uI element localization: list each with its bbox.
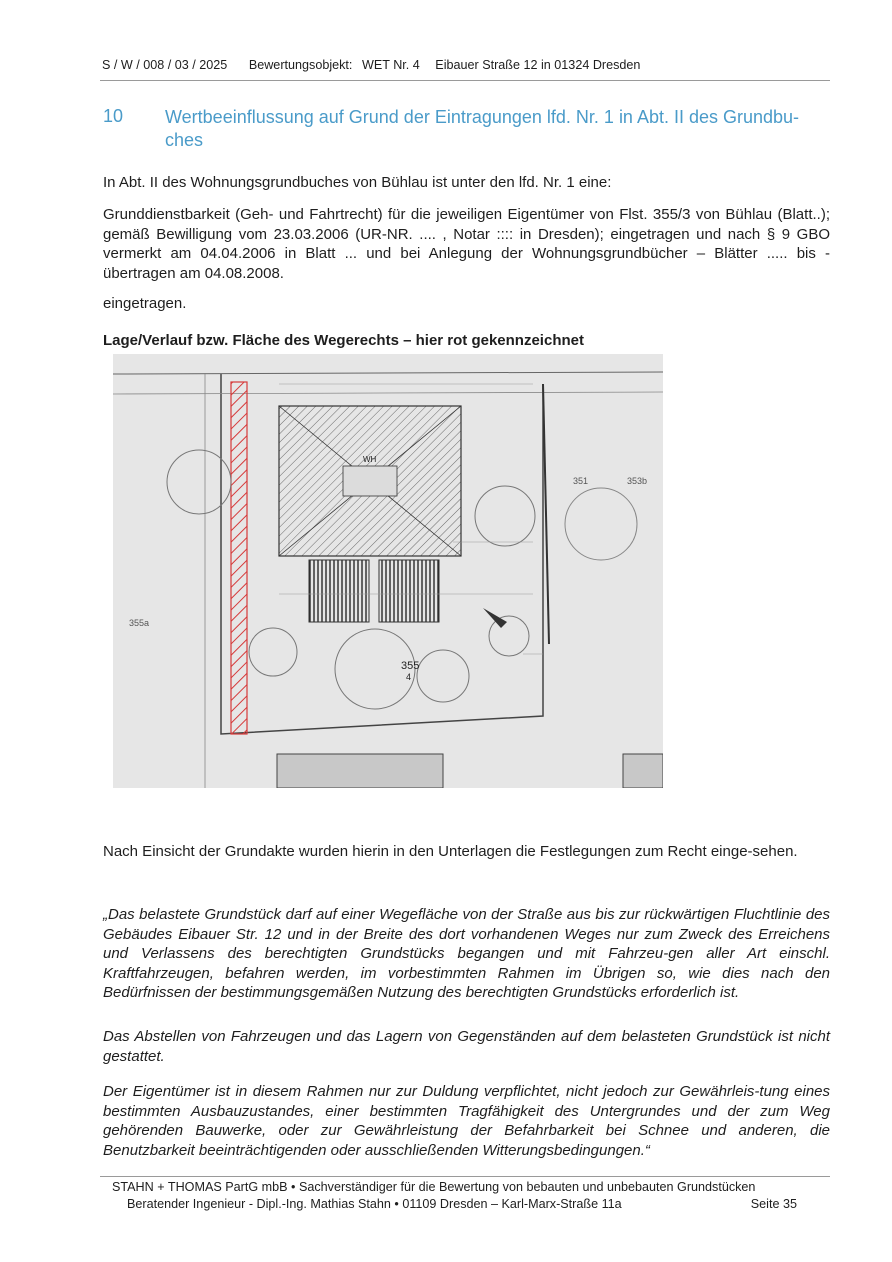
quote-paragraph-2: Das Abstellen von Fahrzeugen und das Lagern von Gegenständen auf dem belasteten Grundstück ist nicht gestattet. <box>103 1028 830 1065</box>
footer-address: Beratender Ingenieur - Dipl.-Ing. Mathias Stahn • 01109 Dresden – Karl-Marx-Straße 11a <box>127 1197 622 1211</box>
header-divider <box>100 80 830 81</box>
quote-paragraph-3: Der Eigentümer ist in diesem Rahmen nur zur Duldung verpflichtet, nicht jedoch zur Gewährleis-tung eines bestimmten Ausbauzustandes, einer bestimmten Tragfähigkeit des Untergrundes und der zum Weg gehörenden Bauwerke, oder zur Gewährleistung der Befahrbarkeit bei Schnee und anderen, die Benutzbarkeit beeinträchtigenden oder ausschließenden Witterungsbedingungen.“ <box>103 1083 830 1159</box>
parcel-label-left: 355a <box>129 618 150 628</box>
map-caption: Lage/Verlauf bzw. Fläche des Wegerechts – hier rot gekennzeichnet <box>103 332 584 349</box>
parcel-label-right2: 353b <box>627 476 648 486</box>
quote-paragraph-1: „Das belastete Grundstück darf auf einer Wegefläche von der Straße aus bis zur rückwärtigen Fluchtlinie des Gebäudes Eibauer Str. 12 und in der Breite des dort vorhandenen Weges nur zum Zweck des Erreichens und Verlassens des berechtigten Grundstücks begangen und mit Fahrzeu-gen aller Art einschl. Kraftfahrzeugen, befahren werden, im vorbestimmten Rahmen im Übrigen so, wie dies nach den Bedürfnissen der bestimmungsgemäßen Nutzung des berechtigten Grundstücks erforderlich ist. <box>103 906 830 1001</box>
object-label: Bewertungsobjekt: <box>248 58 353 72</box>
footer-address-line <box>127 1197 797 1211</box>
registered-paragraph: eingetragen. <box>103 295 187 312</box>
section-title: Wertbeeinflussung auf Grund der Eintragungen lfd. Nr. 1 in Abt. II des Grundbu-ches <box>165 107 800 150</box>
building-label: WH <box>363 455 377 464</box>
intro-paragraph: In Abt. II des Wohnungsgrundbuches von Bühlau ist unter den lfd. Nr. 1 eine: <box>103 174 612 191</box>
terrace-right <box>379 560 439 622</box>
terrace-left <box>309 560 369 622</box>
easement-area <box>231 382 247 734</box>
inspection-paragraph: Nach Einsicht der Grundakte wurden hierin in den Unterlagen die Festlegungen zum Recht einge-sehen. <box>103 843 798 860</box>
footer-divider <box>100 1176 830 1177</box>
object-address: Eibauer Straße 12 in 01324 Dresden <box>435 58 641 72</box>
section-number: 10 <box>103 106 124 126</box>
object-id: WET Nr. 4 <box>361 58 420 72</box>
site-plan-drawing <box>113 354 663 788</box>
page-header <box>102 58 830 72</box>
parcel-label-main-sub: 4 <box>406 672 412 682</box>
document-reference: S / W / 008 / 03 / 2025 <box>102 58 228 72</box>
page-number: Seite 35 <box>750 1197 797 1211</box>
parcel-label-main: 355 <box>401 660 420 672</box>
footer-company-line: STAHN + THOMAS PartG mbB • Sachverständiger für die Bewertung von bebauten und unbebauten Grundstücken <box>112 1180 756 1194</box>
site-plan-image <box>113 354 663 788</box>
entry-paragraph: Grunddienstbarkeit (Geh- und Fahrtrecht) für die jeweiligen Eigentümer von Flst. 355/3 von Bühlau (Blatt..); gemäß Bewilligung vom 23.03.2006 (UR-NR. .... , Notar :::: in Dresden); eingetragen und nach § 9 GBO vermerkt am 04.04.2006 in Blatt ... und bei Anlegung der Wohnungsgrundbücher – Blätter ..... bis - übertragen am 04.08.2008. <box>103 206 830 282</box>
parcel-label-right: 351 <box>573 476 589 486</box>
